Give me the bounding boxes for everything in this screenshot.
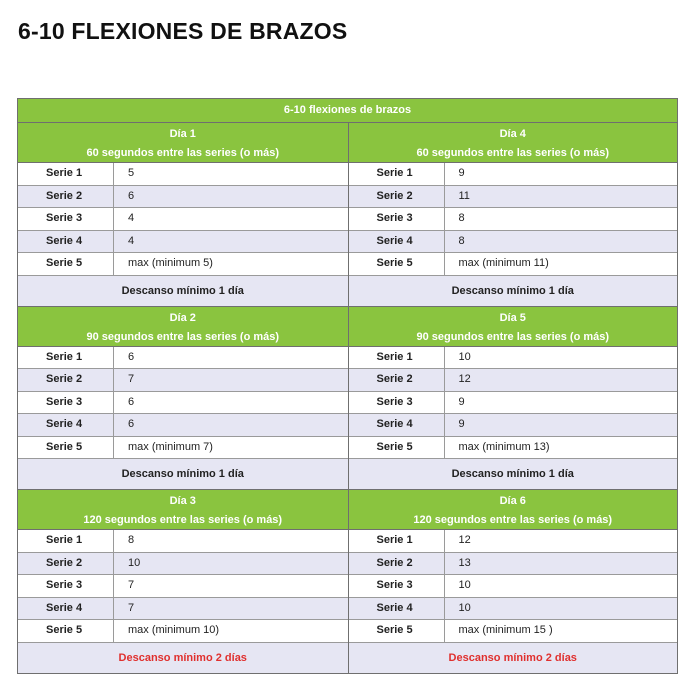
series-label: Serie 5 — [18, 253, 114, 275]
table-row — [18, 414, 348, 437]
day-header — [349, 307, 678, 347]
table-row — [18, 575, 348, 598]
series-reps: max (minimum 15 ) — [458, 624, 553, 636]
table-row — [349, 231, 678, 254]
series-reps: 9 — [458, 167, 465, 179]
table-row — [349, 392, 678, 415]
page-title: 6-10 FLEXIONES DE BRAZOS — [18, 18, 348, 44]
table-row — [18, 553, 348, 576]
day-header — [349, 123, 678, 163]
series-label: Serie 4 — [18, 598, 114, 620]
series-reps: 7 — [128, 601, 135, 614]
day-name: Día 2 — [169, 311, 196, 324]
series-label: Serie 1 — [18, 530, 114, 552]
table-row — [18, 208, 348, 231]
series-label: Serie 5 — [18, 620, 114, 642]
series-reps: 10 — [458, 601, 471, 614]
series-reps: 8 — [128, 534, 135, 546]
table-banner: 6-10 flexiones de brazos — [18, 99, 677, 123]
table-row — [18, 347, 348, 370]
table-row — [349, 598, 678, 621]
day-column — [348, 490, 678, 673]
series-reps: 6 — [128, 350, 135, 363]
series-label: Serie 1 — [18, 163, 114, 185]
day-name: Día 5 — [499, 311, 526, 324]
week-block — [18, 123, 677, 307]
rest-between-series: 120 segundos entre las series (o más) — [413, 514, 613, 526]
series-reps: 12 — [458, 534, 471, 546]
series-reps: 8 — [458, 212, 465, 224]
series-reps: 10 — [458, 579, 471, 591]
table-row — [18, 598, 348, 621]
table-row — [349, 553, 678, 576]
table-row — [18, 369, 348, 392]
series-label: Serie 3 — [349, 208, 445, 230]
day-header — [349, 490, 678, 530]
series-label: Serie 4 — [349, 231, 445, 253]
week-block — [18, 307, 677, 491]
table-blocks — [18, 123, 677, 673]
series-reps: max (minimum 5) — [128, 257, 213, 269]
table-row — [18, 437, 348, 460]
series-reps: 5 — [128, 167, 135, 179]
table-row — [349, 414, 678, 437]
series-reps: 8 — [458, 234, 465, 247]
series-label: Serie 5 — [349, 437, 445, 459]
series-reps: 6 — [128, 189, 135, 202]
series-reps: 4 — [128, 212, 135, 224]
rest-between-series: 60 segundos entre las series (o más) — [86, 147, 280, 159]
table-row — [18, 392, 348, 415]
series-label: Serie 2 — [18, 369, 114, 391]
week-block — [18, 490, 677, 673]
rest-day-note: Descanso mínimo 1 día — [349, 459, 678, 489]
series-label: Serie 1 — [349, 163, 445, 185]
rest-day-note: Descanso mínimo 2 días — [349, 643, 678, 673]
series-label: Serie 2 — [18, 186, 114, 208]
table-row — [18, 163, 348, 186]
series-label: Serie 1 — [18, 347, 114, 369]
day-header — [18, 123, 348, 163]
series-label: Serie 1 — [349, 347, 445, 369]
day-column — [18, 490, 348, 673]
table-row — [18, 253, 348, 276]
series-reps: 12 — [458, 373, 471, 385]
table-row — [349, 253, 678, 276]
rest-between-series: 60 segundos entre las series (o más) — [416, 147, 610, 159]
series-label: Serie 3 — [18, 208, 114, 230]
table-row — [18, 530, 348, 553]
series-label: Serie 3 — [18, 575, 114, 597]
series-label: Serie 2 — [349, 369, 445, 391]
table-row — [349, 347, 678, 370]
day-column — [348, 307, 678, 490]
series-label: Serie 1 — [349, 530, 445, 552]
series-label: Serie 3 — [349, 392, 445, 414]
series-label: Serie 4 — [349, 598, 445, 620]
table-row — [349, 437, 678, 460]
day-name: Día 1 — [169, 128, 196, 140]
table-row — [349, 163, 678, 186]
rest-day-note: Descanso mínimo 1 día — [18, 276, 348, 306]
series-reps: max (minimum 11) — [458, 257, 549, 269]
day-column — [18, 307, 348, 490]
table-row — [349, 208, 678, 231]
table-row — [349, 575, 678, 598]
series-label: Serie 3 — [349, 575, 445, 597]
table-row — [349, 186, 678, 209]
series-reps: 11 — [458, 189, 470, 202]
day-name: Día 4 — [499, 128, 526, 140]
series-label: Serie 4 — [18, 414, 114, 436]
series-label: Serie 5 — [18, 437, 114, 459]
day-header — [18, 307, 348, 347]
rest-day-note: Descanso mínimo 1 día — [349, 276, 678, 306]
series-label: Serie 4 — [18, 231, 114, 253]
day-name: Día 6 — [499, 495, 526, 507]
series-reps: 10 — [128, 556, 141, 569]
day-column — [348, 123, 678, 306]
table-row — [349, 369, 678, 392]
table-row — [349, 620, 678, 643]
table-row — [18, 231, 348, 254]
series-reps: 7 — [128, 373, 135, 385]
day-name: Día 3 — [169, 495, 196, 507]
series-reps: 10 — [458, 350, 471, 363]
series-reps: 6 — [128, 418, 135, 430]
day-header — [18, 490, 348, 530]
rest-day-note: Descanso mínimo 1 día — [18, 459, 348, 489]
series-label: Serie 4 — [349, 414, 445, 436]
rest-between-series: 90 segundos entre las series (o más) — [86, 330, 280, 343]
series-label: Serie 3 — [18, 392, 114, 414]
series-reps: 9 — [458, 418, 465, 430]
series-reps: max (minimum 7) — [128, 440, 213, 453]
table-row — [349, 530, 678, 553]
series-label: Serie 5 — [349, 253, 445, 275]
series-label: Serie 5 — [349, 620, 445, 642]
series-label: Serie 2 — [18, 553, 114, 575]
series-reps: 6 — [128, 395, 135, 408]
series-label: Serie 2 — [349, 553, 445, 575]
rest-between-series: 120 segundos entre las series (o más) — [83, 514, 283, 526]
series-reps: 4 — [128, 234, 135, 247]
training-table — [17, 98, 678, 674]
series-label: Serie 2 — [349, 186, 445, 208]
day-column — [18, 123, 348, 306]
table-row — [18, 186, 348, 209]
series-reps: 13 — [458, 556, 471, 569]
table-row — [18, 620, 348, 643]
series-reps: 9 — [458, 395, 465, 408]
series-reps: 7 — [128, 579, 135, 591]
series-reps: max (minimum 13) — [458, 440, 550, 453]
rest-day-note: Descanso mínimo 2 días — [18, 643, 348, 673]
rest-between-series: 90 segundos entre las series (o más) — [416, 330, 610, 343]
series-reps: max (minimum 10) — [128, 624, 220, 636]
